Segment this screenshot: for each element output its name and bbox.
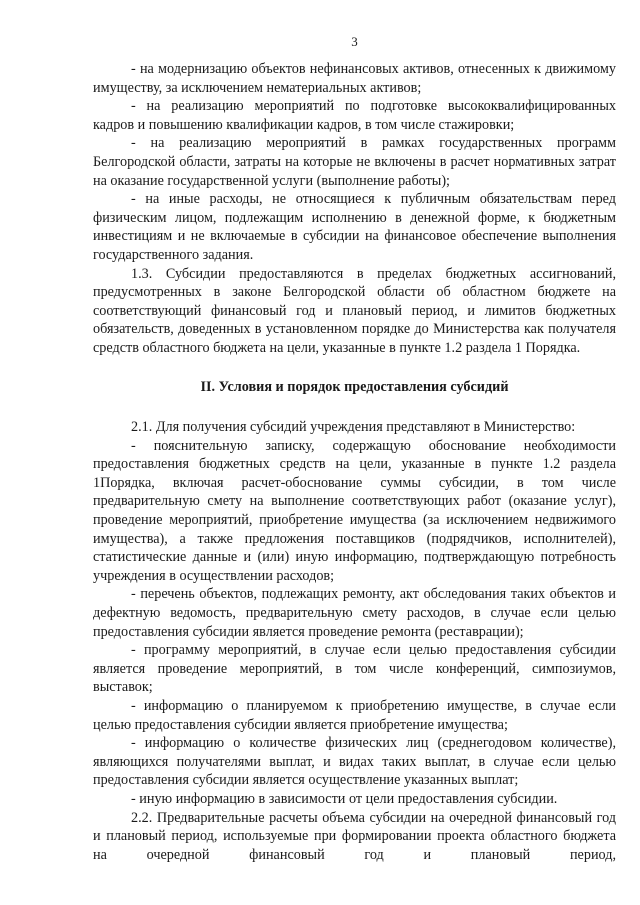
paragraph-state-programs: - на реализацию мероприятий в рамках государственных программ Белгородской области, затраты на которые не включены в расчет нормативных затрат на оказание государственной услуги (выполнение работы); [93, 135, 616, 189]
paragraph-1-3-budget-limits: 1.3. Субсидии предоставляются в пределах бюджетных ассигнований, предусмотренных в законе Белгородской области об областном бюджете на соответствующий финансовый год и плановый период, и лимитов бюджетных обязательств, доведенных в установленном порядке до Министерства как получателя средств областного бюджета на цели, указанные в пункте 1.2 раздела 1 Порядка. [93, 265, 616, 356]
section-heading: II. Условия и порядок предоставления субсидий [200, 378, 509, 395]
paragraph-other-info: - иную информацию в зависимости от цели предоставления субсидии. [131, 790, 558, 807]
paragraph-staff-training: - на реализацию мероприятий по подготовке высококвалифицированных кадров и повышению квалификации кадров, в том числе стажировки; [93, 98, 616, 133]
paragraph-modernization: - на модернизацию объектов нефинансовых активов, отнесенных к движимому имуществу, за исключением нематериальных активов; [93, 61, 616, 96]
paragraph-events-program: - программу мероприятий, в случае если целью предоставления субсидии является проведение мероприятий, в том числе конференций, симпозиумов, выставок; [93, 642, 616, 696]
paragraph-explanatory-note: - пояснительную записку, содержащую обоснование необходимости предоставления бюджетных средств на цели, указанные в пункте 1.2 раздела 1Порядка, включая расчет-обоснование суммы субсидии, в том числе предварительную смету на выполнение соответствующих работ (оказание услуг), проведение мероприятий, приобретение имущества (за исключением недвижимого имущества), а также предложения поставщиков (подрядчиков, исполнителей), статистические данные и (или) иную информацию, подтверждающую потребность учреждения в осуществлении расходов; [93, 437, 616, 584]
paragraph-payments-info: - информацию о количестве физических лиц (среднегодовом количестве), являющихся получателями выплат, и видах таких выплат, в случае если целью предоставления субсидии является осуществление указанных выплат; [93, 735, 616, 789]
paragraph-other-expenses: - на иные расходы, не относящиеся к публичным обязательствам перед физическим лицом, подлежащим исполнению в денежной форме, к бюджетным инвестициям и не включаемые в субсидии на финансовое обеспечение выполнения государственного задания. [93, 191, 616, 263]
paragraph-repair-objects: - перечень объектов, подлежащих ремонту, акт обследования таких объектов и дефектную ведомость, предварительную смету расходов, в случае если целью предоставления субсидии является проведение ремонта (реставрации); [93, 586, 616, 640]
paragraph-2-2-preliminary-calcs: 2.2. Предварительные расчеты объема субсидии на очередной финансовый год и плановый период, используемые при формировании проекта областного бюджета на очередной финансовый год и плановый период, [93, 809, 616, 863]
document-page [93, 34, 616, 864]
page-number: 3 [351, 34, 358, 49]
paragraph-2-1-intro: 2.1. Для получения субсидий учреждения представляют в Министерство: [131, 419, 576, 436]
paragraph-property-acquisition: - информацию о планируемом к приобретению имуществе, в случае если целью предоставления субсидии является приобретение имущества; [93, 698, 616, 733]
